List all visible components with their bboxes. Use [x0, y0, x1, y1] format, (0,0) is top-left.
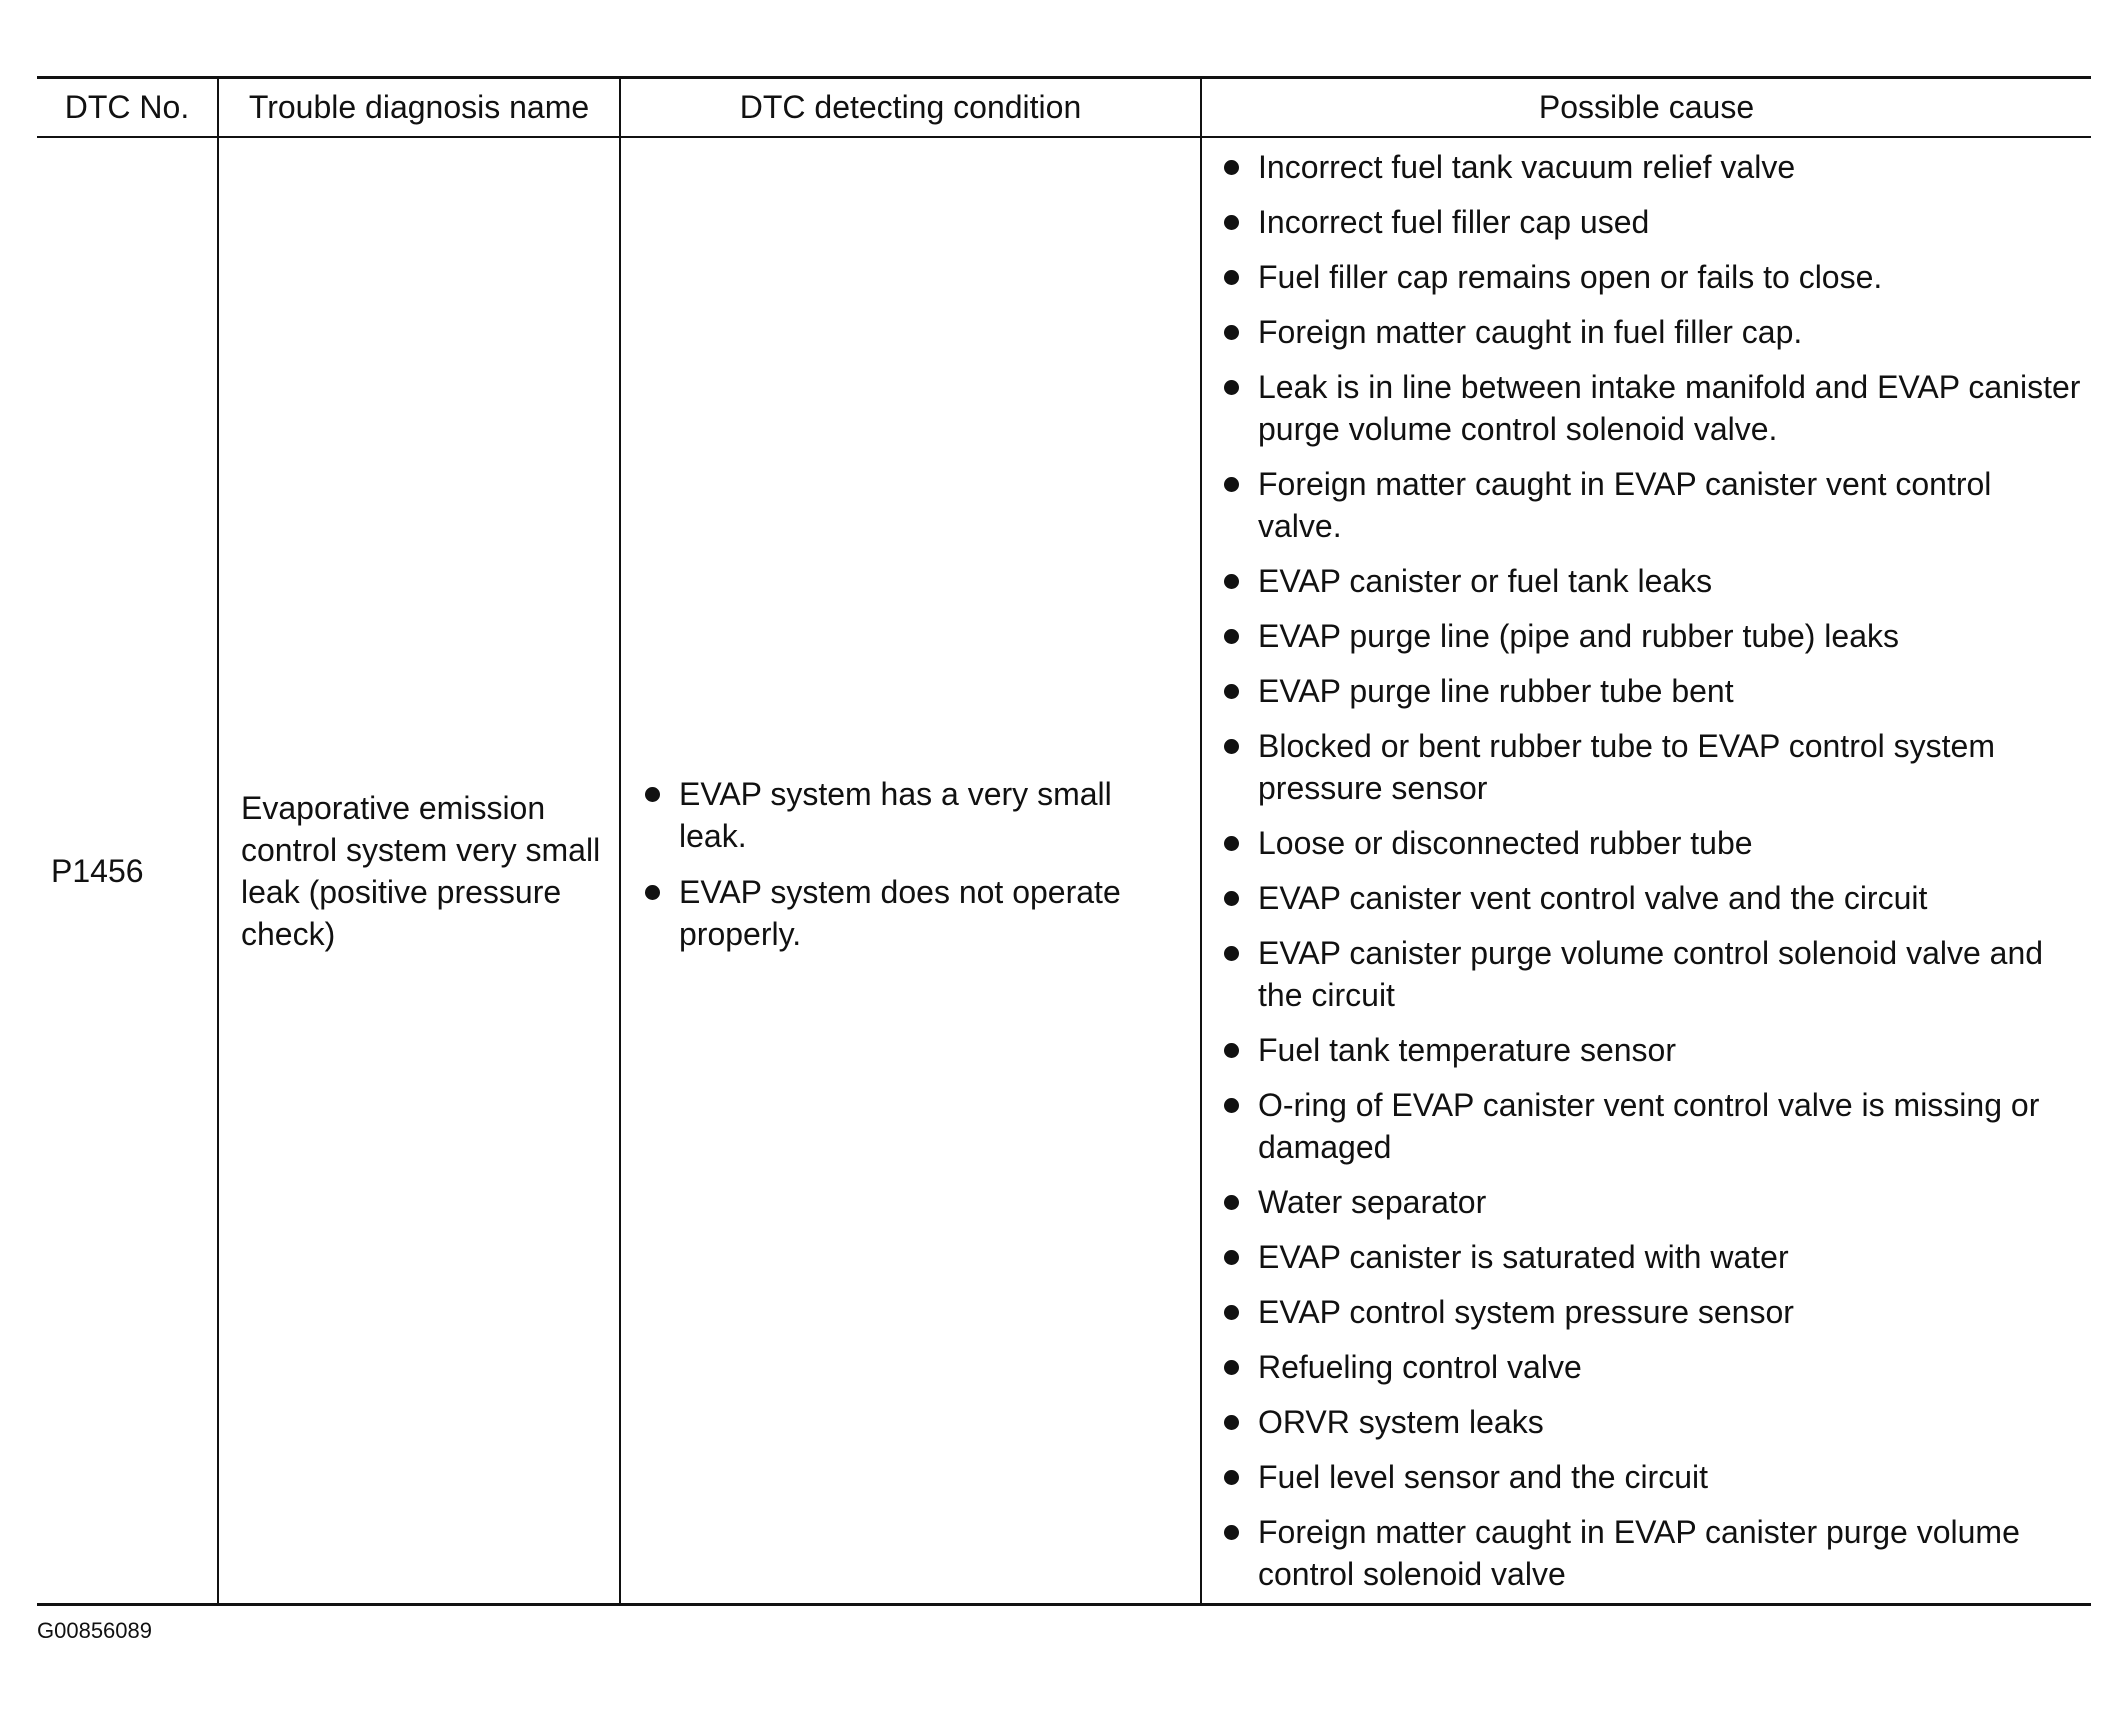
figure-id: G00856089: [37, 1618, 152, 1643]
bullet-icon: [1224, 1415, 1239, 1430]
possible-cause-item-text: Blocked or bent rubber tube to EVAP control system pressure sensor: [1258, 728, 1995, 806]
detecting-condition-item-text: EVAP system has a very small leak.: [679, 775, 1112, 854]
trouble-diagnosis-name: Evaporative emission control system very small leak (positive pressure check): [218, 137, 620, 1605]
possible-cause-item-text: Water separator: [1258, 1184, 1487, 1220]
possible-cause-item: [1222, 311, 2081, 353]
possible-cause-item-text: Foreign matter caught in EVAP canister purge volume control solenoid valve: [1258, 1514, 2020, 1592]
dtc-table: [37, 76, 2091, 1606]
possible-cause-item: [1222, 725, 2081, 809]
detecting-condition-item: [643, 773, 1186, 857]
possible-cause-item: [1222, 560, 2081, 602]
bullet-icon: [1224, 1250, 1239, 1265]
bullet-icon: [1224, 574, 1239, 589]
detecting-condition-item-text: EVAP system does not operate properly.: [679, 873, 1121, 952]
table-row: [37, 137, 2091, 1605]
bullet-icon: [1224, 684, 1239, 699]
bullet-icon: [1224, 739, 1239, 754]
possible-cause-item-text: Refueling control valve: [1258, 1349, 1582, 1385]
possible-cause-item: [1222, 1401, 2081, 1443]
possible-cause-item-text: O-ring of EVAP canister vent control valve is missing or damaged: [1258, 1087, 2040, 1165]
detecting-condition-list: [643, 773, 1186, 955]
bullet-icon: [1224, 160, 1239, 175]
possible-cause-item-text: EVAP purge line rubber tube bent: [1258, 673, 1734, 709]
possible-cause-item: [1222, 463, 2081, 547]
possible-cause-item: [1222, 932, 2081, 1016]
possible-cause-item: [1222, 1511, 2081, 1595]
possible-cause-item: [1222, 615, 2081, 657]
possible-cause-item-text: Incorrect fuel tank vacuum relief valve: [1258, 149, 1796, 185]
bullet-icon: [1224, 325, 1239, 340]
possible-cause-item-text: EVAP control system pressure sensor: [1258, 1294, 1794, 1330]
header-row: [37, 78, 2091, 138]
possible-cause-item: [1222, 201, 2081, 243]
bullet-icon: [1224, 270, 1239, 285]
possible-cause-item-text: Loose or disconnected rubber tube: [1258, 825, 1753, 861]
bullet-icon: [1224, 1043, 1239, 1058]
header-possible-cause: Possible cause: [1201, 78, 2091, 138]
bullet-icon: [1224, 1195, 1239, 1210]
header-detecting-condition: DTC detecting condition: [620, 78, 1201, 138]
possible-cause-list: [1222, 146, 2081, 1595]
possible-cause-item-text: EVAP purge line (pipe and rubber tube) leaks: [1258, 618, 1899, 654]
possible-cause-item-text: EVAP canister is saturated with water: [1258, 1239, 1789, 1275]
possible-cause-item-text: Foreign matter caught in EVAP canister vent control valve.: [1258, 466, 1992, 544]
possible-cause-item: [1222, 877, 2081, 919]
bullet-icon: [1224, 215, 1239, 230]
possible-cause-item-text: Foreign matter caught in fuel filler cap.: [1258, 314, 1803, 350]
detecting-condition-item: [643, 871, 1186, 955]
possible-cause-item: [1222, 1084, 2081, 1168]
possible-cause-item-text: Fuel filler cap remains open or fails to close.: [1258, 259, 1883, 295]
bullet-icon: [1224, 477, 1239, 492]
bullet-icon: [645, 885, 660, 900]
possible-cause-item-text: Leak is in line between intake manifold and EVAP canister purge volume control solenoid valve.: [1258, 369, 2081, 447]
possible-cause-item: [1222, 1346, 2081, 1388]
possible-cause-cell: [1201, 137, 2091, 1605]
bullet-icon: [645, 787, 660, 802]
possible-cause-item: [1222, 1456, 2081, 1498]
bullet-icon: [1224, 1470, 1239, 1485]
bullet-icon: [1224, 1525, 1239, 1540]
header-trouble-name: Trouble diagnosis name: [218, 78, 620, 138]
possible-cause-item: [1222, 366, 2081, 450]
possible-cause-item: [1222, 256, 2081, 298]
possible-cause-item-text: Fuel level sensor and the circuit: [1258, 1459, 1708, 1495]
possible-cause-item: [1222, 1236, 2081, 1278]
possible-cause-item: [1222, 822, 2081, 864]
possible-cause-item: [1222, 1181, 2081, 1223]
bullet-icon: [1224, 1360, 1239, 1375]
possible-cause-item: [1222, 1029, 2081, 1071]
bullet-icon: [1224, 946, 1239, 961]
dtc-number: P1456: [37, 137, 218, 1605]
possible-cause-item: [1222, 670, 2081, 712]
possible-cause-item: [1222, 146, 2081, 188]
bullet-icon: [1224, 1098, 1239, 1113]
bullet-icon: [1224, 629, 1239, 644]
header-dtc-no: DTC No.: [37, 78, 218, 138]
bullet-icon: [1224, 836, 1239, 851]
possible-cause-item-text: Incorrect fuel filler cap used: [1258, 204, 1650, 240]
bullet-icon: [1224, 380, 1239, 395]
possible-cause-item: [1222, 1291, 2081, 1333]
possible-cause-item-text: ORVR system leaks: [1258, 1404, 1544, 1440]
possible-cause-item-text: EVAP canister vent control valve and the circuit: [1258, 880, 1928, 916]
detecting-condition-cell: [620, 137, 1201, 1605]
possible-cause-item-text: Fuel tank temperature sensor: [1258, 1032, 1676, 1068]
bullet-icon: [1224, 891, 1239, 906]
possible-cause-item-text: EVAP canister purge volume control solenoid valve and the circuit: [1258, 935, 2044, 1013]
possible-cause-item-text: EVAP canister or fuel tank leaks: [1258, 563, 1713, 599]
bullet-icon: [1224, 1305, 1239, 1320]
